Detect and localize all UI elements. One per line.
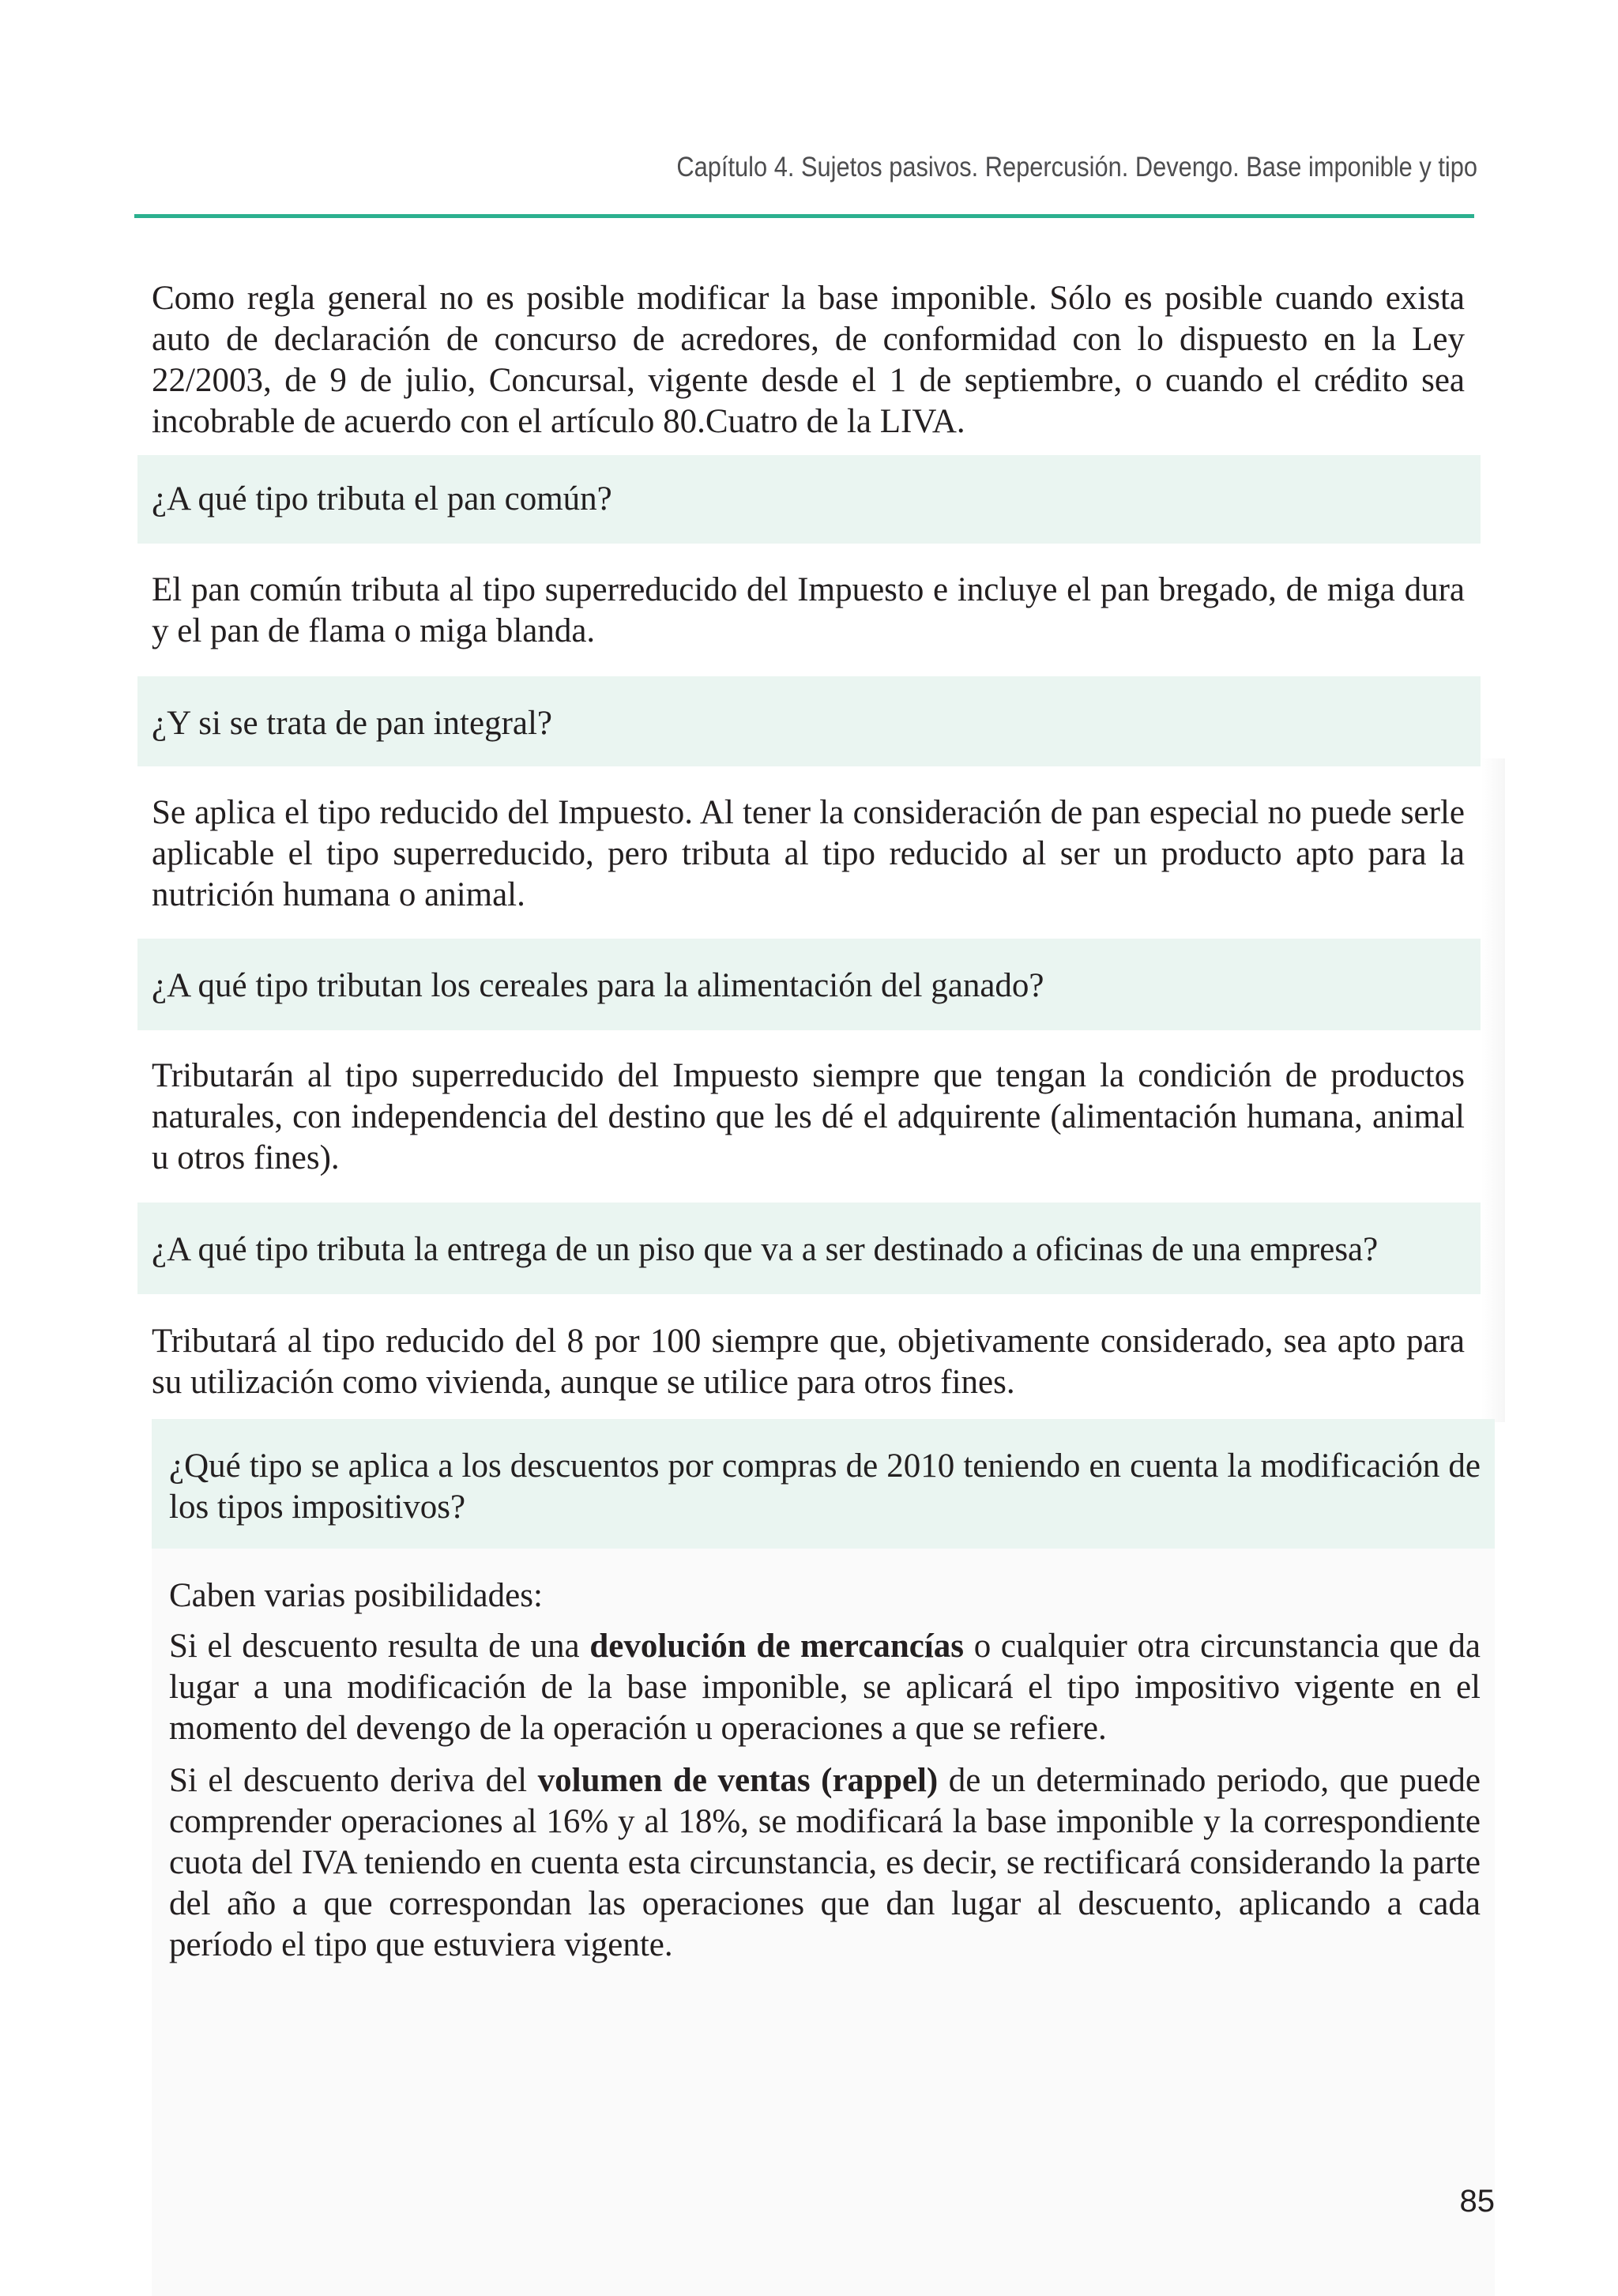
margin-shade (1481, 758, 1505, 1422)
question-text: ¿A qué tipo tributan los cereales para la alimentación del ganado? (152, 967, 1044, 1004)
intro-paragraph: Como regla general no es posible modificar la base imponible. Sólo es posible cuando exista auto de declaración de concurso de acredores, de conformidad con lo dispuesto en la Ley 22/2003, de 9 de julio, Concursal, vigente desde el 1 de septiembre, o cuando el crédito sea incobrable de acuerdo con el artículo 80.Cuatro de la LIVA. (152, 280, 1465, 440)
running-header: Capítulo 4. Sujetos pasivos. Repercusión. Devengo. Base imponible y tipo (676, 152, 1477, 183)
answer-paragraph: Se aplica el tipo reducido del Impuesto. Al tener la consideración de pan especial no puede serle aplicable el tipo superreducido, pero tributa al tipo reducido al ser un producto apto para la nutrición humana o animal. (152, 794, 1465, 913)
question-text: ¿A qué tipo tributa la entrega de un piso que va a ser destinado a oficinas de una empresa? (152, 1231, 1379, 1268)
answer-paragraph: El pan común tributa al tipo superreducido del Impuesto e incluye el pan bregado, de miga dura y el pan de flama o miga blanda. (152, 571, 1465, 649)
answer-lead: Caben varias posibilidades: (169, 1577, 543, 1614)
answer-paragraph: Tributarán al tipo superreducido del Impuesto siempre que tengan la condición de productos naturales, con independencia del destino que les dé el adquirente (alimentación humana, animal u otros fines). (152, 1057, 1465, 1176)
question-text: ¿Qué tipo se aplica a los descuentos por compras de 2010 teniendo en cuenta la modificación de los tipos impositivos? (169, 1447, 1481, 1526)
header-rule (134, 214, 1474, 218)
answer-paragraph: Si el descuento deriva del volumen de ventas (rappel) de un determinado periodo, que puede comprender operaciones al 16% y al 18%, se modificará la base imponible y la correspondiente cuota del IVA teniendo en cuenta esta circunstancia, es decir, se rectificará considerando la parte del año a que correspondan las operaciones que dan lugar al descuento, aplicando a cada período el tipo que estuviera vigente. (169, 1762, 1481, 1963)
question-text: ¿A qué tipo tributa el pan común? (152, 480, 612, 518)
emphasis: volumen de ventas (rappel) (537, 1762, 939, 1799)
question-text: ¿Y si se trata de pan integral? (152, 705, 553, 742)
page-number: 85 (1459, 2184, 1495, 2219)
answer-paragraph: Tributará al tipo reducido del 8 por 100 siempre que, objetivamente considerado, sea apto para su utilización como vivienda, aunque se utilice para otros fines. (152, 1323, 1465, 1401)
answer-paragraph: Si el descuento resulta de una devolución de mercancías o cualquier otra circunstancia que da lugar a una modificación de la base imponible, se aplicará el tipo impositivo vigente en el momento del devengo de la operación u operaciones a que se refiere. (169, 1628, 1481, 1747)
emphasis: devolución de mercancías (589, 1628, 964, 1665)
